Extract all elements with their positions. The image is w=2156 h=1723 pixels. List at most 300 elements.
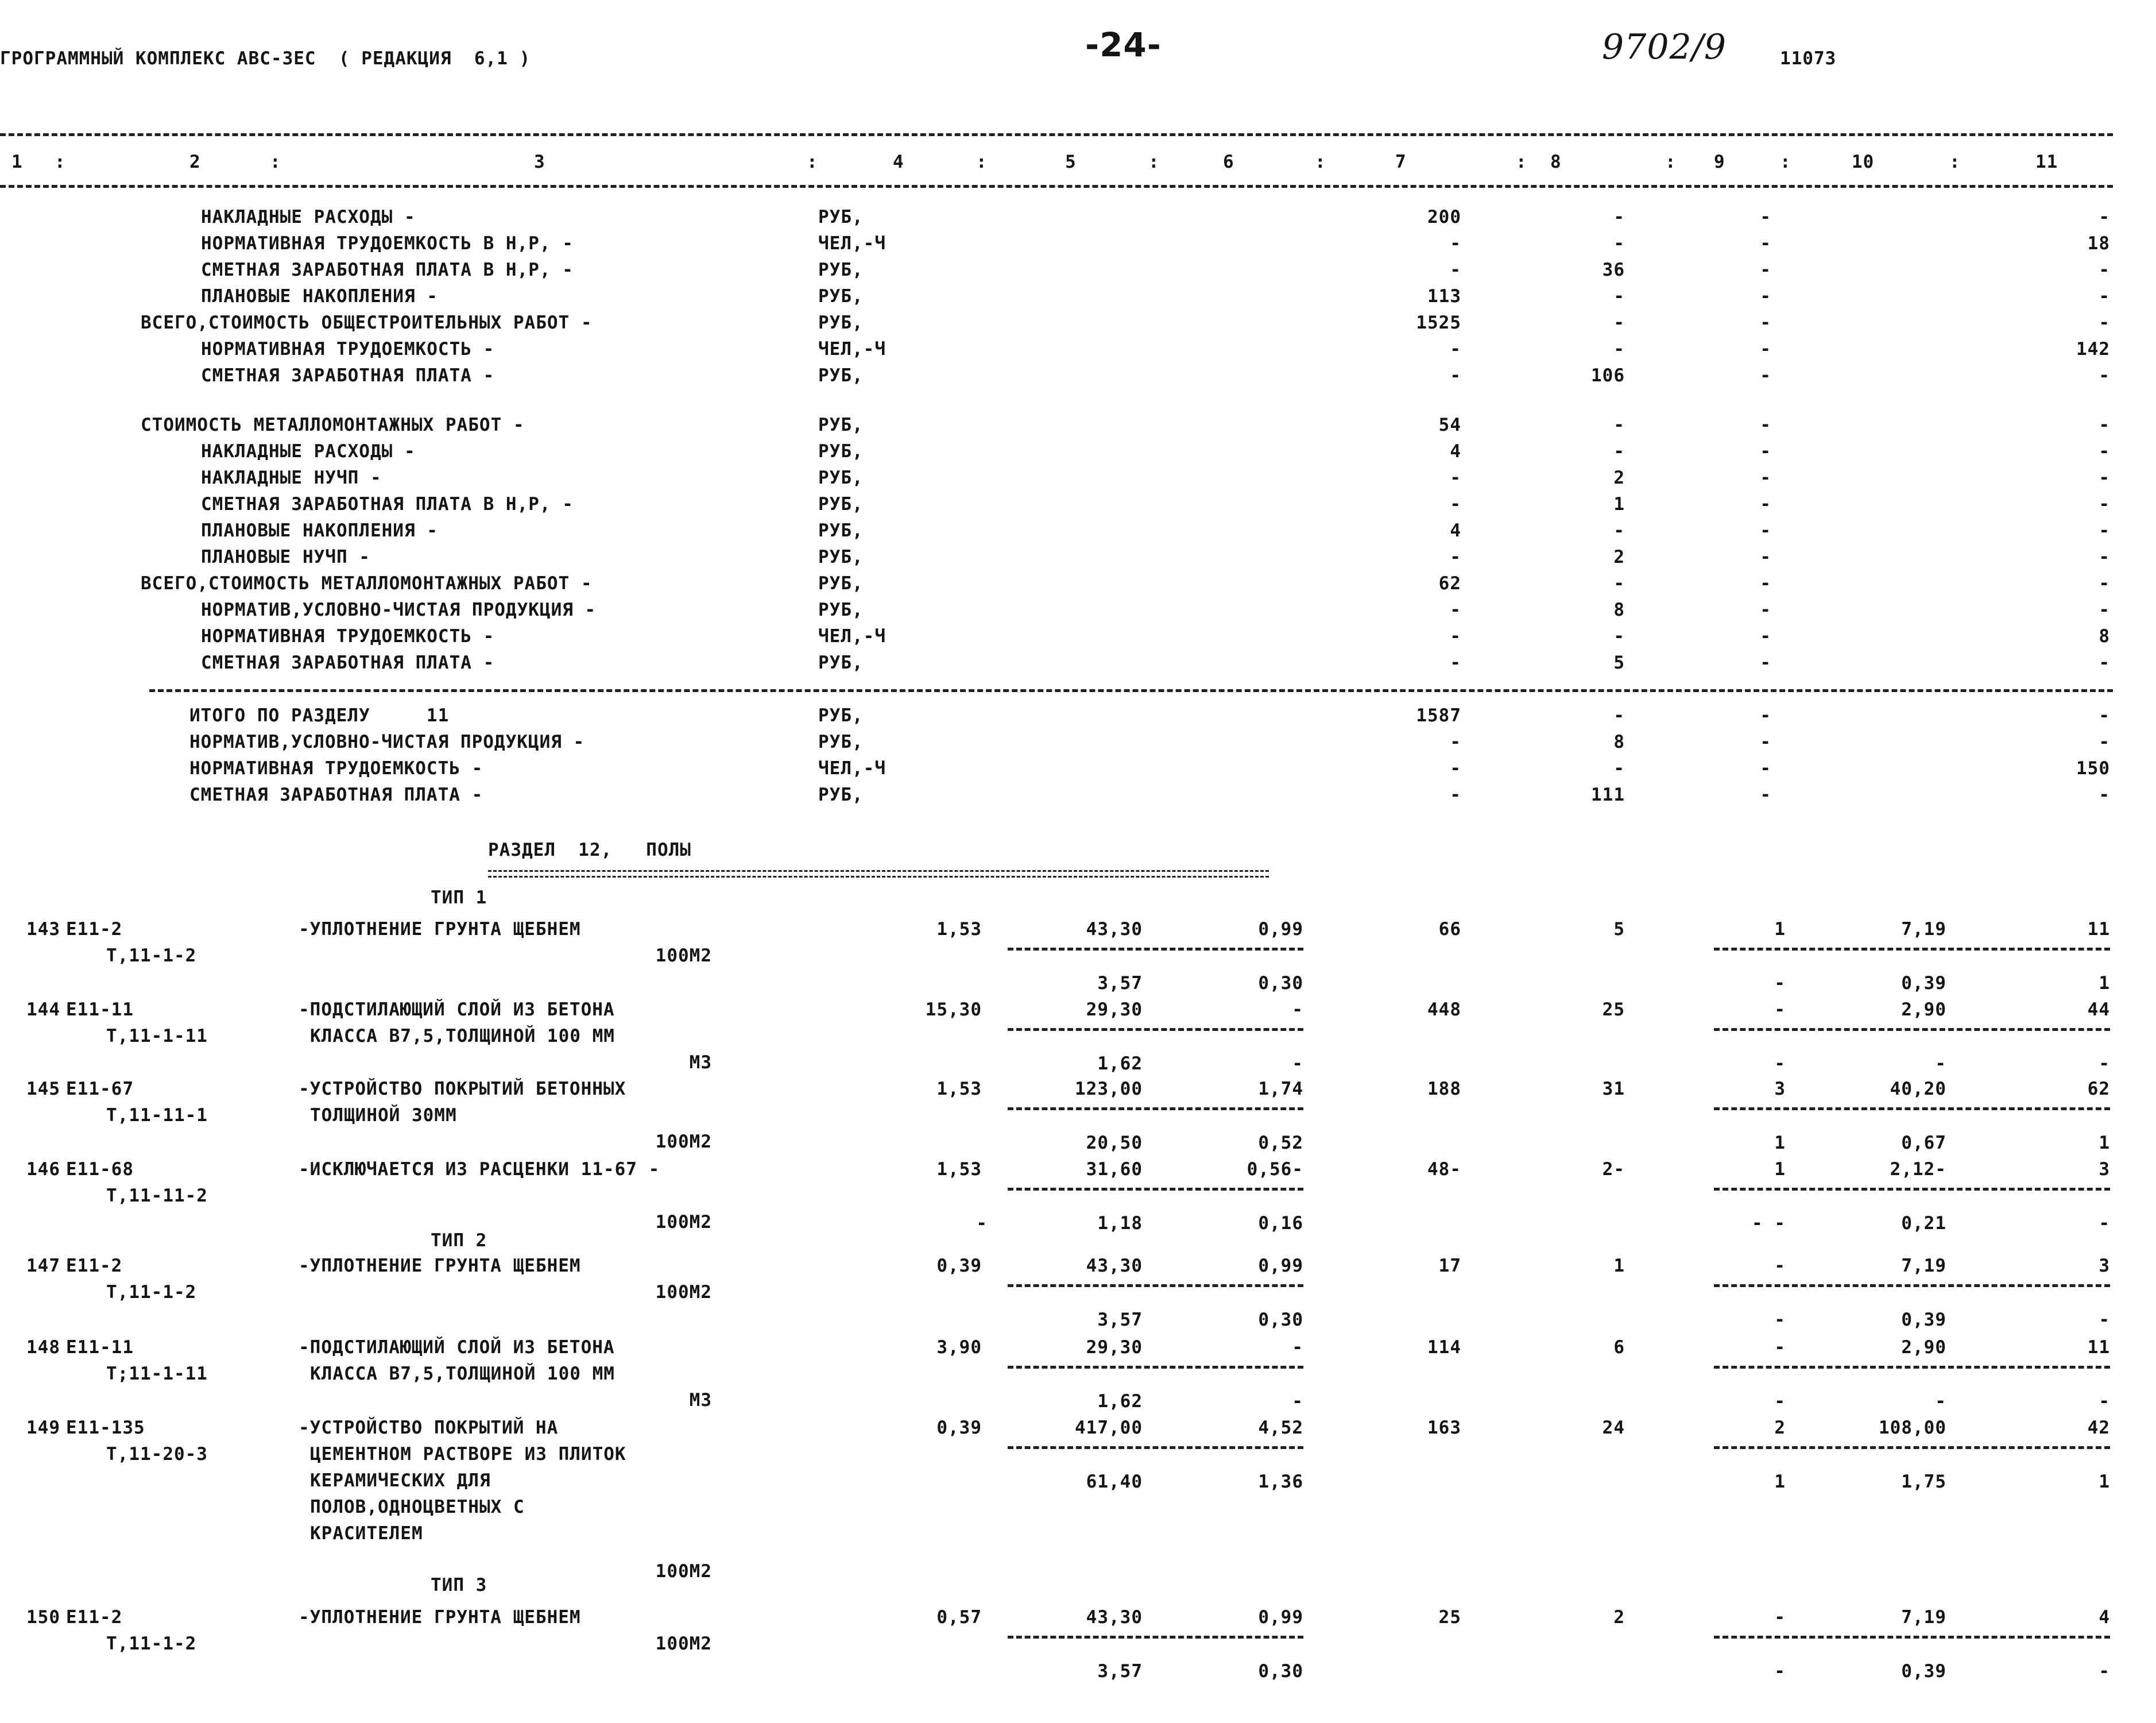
header-rule-top xyxy=(0,133,2113,136)
summary-row-label: НОРМАТИВНАЯ ТРУДОЕМКОСТЬ В Н,Р, - xyxy=(201,233,574,254)
section-title-underline xyxy=(488,870,1269,878)
summary-row-label: НАКЛАДНЫЕ НУЧП - xyxy=(201,468,382,488)
total-row-c9: - xyxy=(1760,705,1771,726)
column-header-4: 4 xyxy=(893,152,904,172)
column-separator: : xyxy=(270,152,281,172)
column-header-7: 7 xyxy=(1395,152,1407,172)
item-wages: 6 xyxy=(1613,1337,1625,1358)
column-header-2: 2 xyxy=(189,152,201,172)
summary-row-label: СМЕТНАЯ ЗАРАБОТНАЯ ПЛАТА В Н,Р, - xyxy=(201,260,574,280)
item-total-cost: 448 xyxy=(1427,999,1461,1020)
section-total-rule xyxy=(149,689,2113,692)
item-wages: 31 xyxy=(1602,1079,1625,1099)
item-mid-rule-right xyxy=(1714,1028,2110,1031)
item-c4-bottom: - xyxy=(976,1213,988,1234)
item-c9-bottom: 1 xyxy=(1774,1471,1786,1492)
summary-row-c11: - xyxy=(2099,600,2110,620)
summary-row-label: НОРМАТИВНАЯ ТРУДОЕМКОСТЬ - xyxy=(201,626,495,647)
summary-row-c11: - xyxy=(2099,547,2110,567)
summary-row-c7: - xyxy=(1450,494,1461,515)
item-machine-price: 0,99 xyxy=(1258,1255,1303,1276)
item-c11-top: 42 xyxy=(2087,1417,2110,1438)
item-unit-price: 123,00 xyxy=(1075,1079,1143,1099)
item-unit-wage: 1,62 xyxy=(1097,1391,1143,1412)
item-quantity: 15,30 xyxy=(925,999,982,1020)
item-c10-top: 2,90 xyxy=(1901,1337,1946,1358)
summary-row-unit: РУБ, xyxy=(818,260,864,280)
item-c9-top: - xyxy=(1774,1255,1786,1276)
item-number: 148 xyxy=(26,1337,60,1358)
summary-row-c9: - xyxy=(1760,441,1771,462)
item-c10-top: 2,90 xyxy=(1901,999,1946,1020)
total-row-unit: РУБ, xyxy=(818,732,864,752)
item-total-cost: 66 xyxy=(1438,919,1461,940)
total-row-unit: ЧЕЛ,-Ч xyxy=(818,758,886,779)
column-header-8: 8 xyxy=(1550,152,1562,172)
item-description: -УСТРОЙСТВО ПОКРЫТИЙ НА xyxy=(299,1417,559,1438)
item-code: Е11-2 xyxy=(66,919,123,940)
item-c11-top: 44 xyxy=(2087,999,2110,1020)
item-unit-price: 43,30 xyxy=(1086,919,1143,940)
summary-row-c11: - xyxy=(2099,652,2110,673)
summary-row-c8: - xyxy=(1613,233,1625,254)
item-code-reference: Т,11-11-2 xyxy=(106,1185,208,1206)
item-c10-top: 7,19 xyxy=(1901,1607,1946,1628)
item-c11-top: 62 xyxy=(2087,1079,2110,1099)
item-mid-rule-left xyxy=(1008,1028,1303,1031)
item-c11-top: 11 xyxy=(2087,1337,2110,1358)
item-machine-wage: 0,52 xyxy=(1258,1133,1303,1153)
item-code-reference: Т,11-1-2 xyxy=(106,1282,197,1303)
item-c11-bottom: 1 xyxy=(2099,973,2110,994)
item-wages: 24 xyxy=(1602,1417,1625,1438)
item-unit-price: 43,30 xyxy=(1086,1255,1143,1276)
item-unit-price: 29,30 xyxy=(1086,999,1143,1020)
column-header-1: 1 xyxy=(11,152,23,172)
item-number: 147 xyxy=(26,1255,60,1276)
item-mid-rule-left xyxy=(1008,1188,1303,1191)
item-machine-price: 0,99 xyxy=(1258,919,1303,940)
item-unit-price: 417,00 xyxy=(1075,1417,1143,1438)
item-machine-price: 0,56- xyxy=(1247,1159,1303,1180)
item-c11-bottom: - xyxy=(2099,1391,2110,1412)
summary-row-unit: РУБ, xyxy=(818,441,864,462)
item-c10-bottom: 0,39 xyxy=(1901,1661,1946,1682)
item-c9-bottom: - xyxy=(1774,1391,1786,1412)
item-unit-wage: 3,57 xyxy=(1097,1661,1143,1682)
summary-row-label: ПЛАНОВЫЕ НАКОПЛЕНИЯ - xyxy=(201,286,438,307)
document-code: 9702/9 xyxy=(1602,27,1727,67)
item-code-reference: Т,11-1-2 xyxy=(106,1633,197,1654)
summary-row-c9: - xyxy=(1760,494,1771,515)
item-c9-top: - xyxy=(1774,1607,1786,1628)
item-code: Е11-2 xyxy=(66,1607,123,1628)
item-mid-rule-right xyxy=(1714,1366,2110,1369)
item-description: -УСТРОЙСТВО ПОКРЫТИЙ БЕТОННЫХ xyxy=(299,1079,626,1099)
item-c9-bottom: - - xyxy=(1752,1213,1786,1234)
summary-row-c9: - xyxy=(1760,520,1771,541)
item-unit: 100М2 xyxy=(655,1282,712,1303)
summary-row-label: ПЛАНОВЫЕ НАКОПЛЕНИЯ - xyxy=(201,520,438,541)
item-c9-bottom: - xyxy=(1774,1053,1786,1074)
item-c11-bottom: - xyxy=(2099,1661,2110,1682)
summary-row-c9: - xyxy=(1760,260,1771,280)
summary-row-c7: 62 xyxy=(1438,573,1461,594)
item-wages: 2 xyxy=(1613,1607,1625,1628)
item-c10-bottom: 1,75 xyxy=(1901,1471,1946,1492)
summary-row-c7: - xyxy=(1450,233,1461,254)
item-total-cost: 114 xyxy=(1427,1337,1461,1358)
summary-row-c8: 2 xyxy=(1613,468,1625,488)
summary-row-label: СМЕТНАЯ ЗАРАБОТНАЯ ПЛАТА - xyxy=(201,652,495,673)
item-c9-bottom: - xyxy=(1774,1309,1786,1330)
total-row-c11: - xyxy=(2099,732,2110,752)
column-header-6: 6 xyxy=(1223,152,1234,172)
type-label-1: ТИП 1 xyxy=(431,887,487,908)
summary-row-c7: 113 xyxy=(1427,286,1461,307)
item-code: Е11-68 xyxy=(66,1159,134,1180)
summary-row-c9: - xyxy=(1760,339,1771,360)
summary-row-unit: РУБ, xyxy=(818,547,864,567)
item-unit-wage: 1,62 xyxy=(1097,1053,1143,1074)
summary-row-c7: - xyxy=(1450,547,1461,567)
item-c11-bottom: - xyxy=(2099,1213,2110,1234)
item-c11-top: 11 xyxy=(2087,919,2110,940)
item-mid-rule-right xyxy=(1714,1446,2110,1449)
item-c11-top: 4 xyxy=(2099,1607,2110,1628)
item-number: 149 xyxy=(26,1417,60,1438)
item-unit: М3 xyxy=(689,1052,712,1073)
summary-row-c9: - xyxy=(1760,547,1771,567)
item-quantity: 1,53 xyxy=(936,1159,982,1180)
total-row-c7: - xyxy=(1450,732,1461,752)
item-mid-rule-left xyxy=(1008,948,1303,951)
item-wages: 5 xyxy=(1613,919,1625,940)
column-separator: : xyxy=(1780,152,1791,172)
item-code: Е11-11 xyxy=(66,1337,134,1358)
item-c9-top: 1 xyxy=(1774,1159,1786,1180)
item-c10-top: 108,00 xyxy=(1879,1417,1946,1438)
item-description: ПОЛОВ,ОДНОЦВЕТНЫХ С xyxy=(310,1497,525,1517)
summary-row-label: СМЕТНАЯ ЗАРАБОТНАЯ ПЛАТА - xyxy=(201,365,495,386)
item-c9-bottom: 1 xyxy=(1774,1133,1786,1153)
item-code: Е11-135 xyxy=(66,1417,145,1438)
item-c10-top: 40,20 xyxy=(1890,1079,1946,1099)
summary-row-c11: - xyxy=(2099,494,2110,515)
summary-row-c11: - xyxy=(2099,415,2110,435)
item-mid-rule-left xyxy=(1008,1446,1303,1449)
summary-row-c8: 106 xyxy=(1591,365,1625,386)
item-c9-bottom: - xyxy=(1774,973,1786,994)
item-c10-top: 2,12- xyxy=(1890,1159,1946,1180)
summary-row-unit: РУБ, xyxy=(818,520,864,541)
summary-row-c9: - xyxy=(1760,600,1771,620)
item-quantity: 1,53 xyxy=(936,1079,982,1099)
item-c10-top: 7,19 xyxy=(1901,919,1946,940)
item-quantity: 0,57 xyxy=(936,1607,982,1628)
column-separator: : xyxy=(1516,152,1527,172)
summary-row-c9: - xyxy=(1760,573,1771,594)
item-c10-bottom: 0,39 xyxy=(1901,1309,1946,1330)
summary-row-c9: - xyxy=(1760,468,1771,488)
total-row-c9: - xyxy=(1760,785,1771,805)
item-c11-top: 3 xyxy=(2099,1159,2110,1180)
total-row-label: ИТОГО ПО РАЗДЕЛУ 11 xyxy=(189,705,450,726)
summary-row-c8: - xyxy=(1613,286,1625,307)
summary-row-c11: 8 xyxy=(2099,626,2110,647)
item-mid-rule-right xyxy=(1714,948,2110,951)
summary-row-c9: - xyxy=(1760,415,1771,435)
summary-row-unit: РУБ, xyxy=(818,600,864,620)
summary-row-unit: РУБ, xyxy=(818,468,864,488)
item-c10-bottom: 0,67 xyxy=(1901,1133,1946,1153)
item-machine-wage: 0,16 xyxy=(1258,1213,1303,1234)
item-description: -УПЛОТНЕНИЕ ГРУНТА ЩЕБНЕМ xyxy=(299,1255,581,1276)
total-row-c9: - xyxy=(1760,758,1771,779)
item-c9-top: 1 xyxy=(1774,919,1786,940)
summary-row-c11: - xyxy=(2099,441,2110,462)
item-description: КЕРАМИЧЕСКИХ ДЛЯ xyxy=(310,1470,491,1491)
summary-row-c7: 4 xyxy=(1450,441,1461,462)
item-c10-bottom: - xyxy=(1935,1391,1946,1412)
column-header-5: 5 xyxy=(1065,152,1077,172)
summary-row-c7: 200 xyxy=(1427,207,1461,227)
item-description: ТОЛЩИНОЙ 30ММ xyxy=(310,1105,457,1126)
summary-row-unit: РУБ, xyxy=(818,365,864,386)
item-unit: 100М2 xyxy=(655,1212,712,1233)
summary-row-label: НАКЛАДНЫЕ РАСХОДЫ - xyxy=(201,441,416,462)
total-row-c11: - xyxy=(2099,785,2110,805)
summary-row-unit: РУБ, xyxy=(818,207,864,227)
summary-row-c8: - xyxy=(1613,415,1625,435)
summary-row-c11: 142 xyxy=(2076,339,2110,360)
program-title: ГРОГРАММНЫЙ КОМПЛЕКС АВС-ЗЕС ( РЕДАКЦИЯ 6,1 ) xyxy=(0,48,531,69)
item-description: -УПЛОТНЕНИЕ ГРУНТА ЩЕБНЕМ xyxy=(299,1607,581,1628)
type-label-2: ТИП 2 xyxy=(431,1230,487,1251)
item-code-reference: Т,11-20-3 xyxy=(106,1444,208,1465)
summary-row-unit: РУБ, xyxy=(818,286,864,307)
item-unit-wage: 20,50 xyxy=(1086,1133,1143,1153)
item-unit-wage: 3,57 xyxy=(1097,1309,1143,1330)
item-unit: 100М2 xyxy=(655,945,712,966)
item-wages: 25 xyxy=(1602,999,1625,1020)
summary-row-c7: 54 xyxy=(1438,415,1461,435)
item-c10-bottom: - xyxy=(1935,1053,1946,1074)
item-description: -УПЛОТНЕНИЕ ГРУНТА ЩЕБНЕМ xyxy=(299,919,581,940)
item-unit: М3 xyxy=(689,1390,712,1411)
summary-row-unit: ЧЕЛ,-Ч xyxy=(818,626,886,647)
item-c10-bottom: 0,39 xyxy=(1901,973,1946,994)
summary-row-c8: - xyxy=(1613,520,1625,541)
summary-row-c8: 2 xyxy=(1613,547,1625,567)
summary-row-c7: - xyxy=(1450,468,1461,488)
total-row-c8: - xyxy=(1613,705,1625,726)
item-c9-top: 3 xyxy=(1774,1079,1786,1099)
item-mid-rule-left xyxy=(1008,1636,1303,1639)
summary-row-label: ВСЕГО,СТОИМОСТЬ МЕТАЛЛОМОНТАЖНЫХ РАБОТ - xyxy=(141,573,593,594)
item-description: КРАСИТЕЛЕМ xyxy=(310,1523,423,1544)
item-number: 146 xyxy=(26,1159,60,1180)
total-row-c9: - xyxy=(1760,732,1771,752)
summary-row-unit: РУБ, xyxy=(818,312,864,333)
summary-row-c8: 36 xyxy=(1602,260,1625,280)
summary-row-c8: - xyxy=(1613,312,1625,333)
item-mid-rule-left xyxy=(1008,1284,1303,1287)
summary-row-c8: 8 xyxy=(1613,600,1625,620)
summary-row-c11: - xyxy=(2099,207,2110,227)
total-row-label: НОРМАТИВ,УСЛОВНО-ЧИСТАЯ ПРОДУКЦИЯ - xyxy=(189,732,585,752)
header-rule-bottom xyxy=(0,185,2113,188)
item-unit-price: 29,30 xyxy=(1086,1337,1143,1358)
column-separator: : xyxy=(1949,152,1961,172)
summary-row-c7: - xyxy=(1450,260,1461,280)
column-header-11: 11 xyxy=(2035,152,2058,172)
item-machine-wage: - xyxy=(1292,1391,1303,1412)
summary-row-label: СТОИМОСТЬ МЕТАЛЛОМОНТАЖНЫХ РАБОТ - xyxy=(141,415,525,435)
column-separator: : xyxy=(55,152,66,172)
item-unit-price: 43,30 xyxy=(1086,1607,1143,1628)
item-total-cost: 163 xyxy=(1427,1417,1461,1438)
summary-row-c9: - xyxy=(1760,312,1771,333)
column-separator: : xyxy=(807,152,818,172)
item-c11-bottom: 1 xyxy=(2099,1471,2110,1492)
item-quantity: 0,39 xyxy=(936,1417,982,1438)
item-unit-wage: 3,57 xyxy=(1097,973,1143,994)
column-separator: : xyxy=(976,152,988,172)
item-unit: 100М2 xyxy=(655,1633,712,1654)
item-c11-bottom: 1 xyxy=(2099,1133,2110,1153)
summary-row-c7: - xyxy=(1450,600,1461,620)
item-machine-price: - xyxy=(1292,999,1303,1020)
total-row-c11: 150 xyxy=(2076,758,2110,779)
summary-row-c9: - xyxy=(1760,652,1771,673)
item-unit-wage: 1,18 xyxy=(1097,1213,1143,1234)
section-title: РАЗДЕЛ 12, ПОЛЫ xyxy=(488,840,691,860)
item-c11-bottom: - xyxy=(2099,1309,2110,1330)
column-separator: : xyxy=(1148,152,1160,172)
summary-row-c8: - xyxy=(1613,207,1625,227)
total-row-unit: РУБ, xyxy=(818,785,864,805)
item-quantity: 0,39 xyxy=(936,1255,982,1276)
item-machine-price: 0,99 xyxy=(1258,1607,1303,1628)
page-number: -24- xyxy=(1085,25,1162,64)
item-number: 145 xyxy=(26,1079,60,1099)
summary-row-c8: - xyxy=(1613,339,1625,360)
total-row-c7: 1587 xyxy=(1416,705,1461,726)
summary-row-c11: - xyxy=(2099,573,2110,594)
summary-row-c9: - xyxy=(1760,626,1771,647)
column-header-10: 10 xyxy=(1852,152,1875,172)
item-code-reference: Т;11-1-11 xyxy=(106,1363,208,1384)
item-unit: 100М2 xyxy=(655,1131,712,1152)
item-c11-top: 3 xyxy=(2099,1255,2110,1276)
total-row-c7: - xyxy=(1450,758,1461,779)
summary-row-c7: - xyxy=(1450,339,1461,360)
type-label-3: ТИП 3 xyxy=(431,1575,487,1595)
item-description: КЛАССА В7,5,ТОЛЩИНОЙ 100 ММ xyxy=(310,1363,615,1384)
item-c11-bottom: - xyxy=(2099,1053,2110,1074)
column-header-3: 3 xyxy=(534,152,545,172)
item-total-cost: 25 xyxy=(1438,1607,1461,1628)
summary-row-c11: 18 xyxy=(2087,233,2110,254)
item-total-cost: 48- xyxy=(1427,1159,1461,1180)
item-description: ЦЕМЕНТНОМ РАСТВОРЕ ИЗ ПЛИТОК xyxy=(310,1444,626,1465)
item-c10-bottom: 0,21 xyxy=(1901,1213,1946,1234)
summary-row-label: СМЕТНАЯ ЗАРАБОТНАЯ ПЛАТА В Н,Р, - xyxy=(201,494,574,515)
item-machine-price: - xyxy=(1292,1337,1303,1358)
total-row-c8: - xyxy=(1613,758,1625,779)
item-c10-top: 7,19 xyxy=(1901,1255,1946,1276)
item-machine-wage: 0,30 xyxy=(1258,1309,1303,1330)
summary-row-c11: - xyxy=(2099,286,2110,307)
summary-row-c9: - xyxy=(1760,286,1771,307)
summary-row-label: ВСЕГО,СТОИМОСТЬ ОБЩЕСТРОИТЕЛЬНЫХ РАБОТ - xyxy=(141,312,593,333)
item-machine-price: 1,74 xyxy=(1258,1079,1303,1099)
item-number: 143 xyxy=(26,919,60,940)
item-mid-rule-left xyxy=(1008,1366,1303,1369)
item-quantity: 3,90 xyxy=(936,1337,982,1358)
summary-row-c9: - xyxy=(1760,365,1771,386)
total-row-label: СМЕТНАЯ ЗАРАБОТНАЯ ПЛАТА - xyxy=(189,785,483,805)
total-row-c11: - xyxy=(2099,705,2110,726)
total-row-unit: РУБ, xyxy=(818,705,864,726)
summary-row-c11: - xyxy=(2099,365,2110,386)
summary-row-c11: - xyxy=(2099,468,2110,488)
summary-row-c7: - xyxy=(1450,626,1461,647)
item-c9-top: - xyxy=(1774,999,1786,1020)
item-c9-top: 2 xyxy=(1774,1417,1786,1438)
summary-row-c7: - xyxy=(1450,652,1461,673)
summary-row-label: НОРМАТИВ,УСЛОВНО-ЧИСТАЯ ПРОДУКЦИЯ - xyxy=(201,600,597,620)
item-description: -ПОДСТИЛАЮЩИЙ СЛОЙ ИЗ БЕТОНА xyxy=(299,1337,615,1358)
summary-row-label: НАКЛАДНЫЕ РАСХОДЫ - xyxy=(201,207,416,227)
item-code-reference: Т,11-11-1 xyxy=(106,1105,208,1126)
summary-row-label: ПЛАНОВЫЕ НУЧП - xyxy=(201,547,370,567)
summary-row-unit: ЧЕЛ,-Ч xyxy=(818,339,886,360)
summary-row-c9: - xyxy=(1760,233,1771,254)
column-separator: : xyxy=(1315,152,1326,172)
summary-row-c11: - xyxy=(2099,312,2110,333)
item-machine-wage: - xyxy=(1292,1053,1303,1074)
item-code-reference: Т,11-1-11 xyxy=(106,1026,208,1046)
item-mid-rule-right xyxy=(1714,1636,2110,1639)
total-row-c8: 8 xyxy=(1613,732,1625,752)
summary-row-c8: 5 xyxy=(1613,652,1625,673)
summary-row-c7: 1525 xyxy=(1416,312,1461,333)
summary-row-label: НОРМАТИВНАЯ ТРУДОЕМКОСТЬ - xyxy=(201,339,495,360)
total-row-c7: - xyxy=(1450,785,1461,805)
item-quantity: 1,53 xyxy=(936,919,982,940)
column-header-9: 9 xyxy=(1714,152,1725,172)
item-number: 144 xyxy=(26,999,60,1020)
item-number: 150 xyxy=(26,1607,60,1628)
item-machine-wage: 0,30 xyxy=(1258,973,1303,994)
item-mid-rule-left xyxy=(1008,1107,1303,1110)
summary-row-unit: РУБ, xyxy=(818,494,864,515)
item-machine-wage: 1,36 xyxy=(1258,1471,1303,1492)
item-code: Е11-11 xyxy=(66,999,134,1020)
item-wages: 1 xyxy=(1613,1255,1625,1276)
total-row-label: НОРМАТИВНАЯ ТРУДОЕМКОСТЬ - xyxy=(189,758,483,779)
summary-row-c8: - xyxy=(1613,626,1625,647)
item-code: Е11-67 xyxy=(66,1079,134,1099)
summary-row-c9: - xyxy=(1760,207,1771,227)
document-number: 11073 xyxy=(1780,48,1837,69)
column-separator: : xyxy=(1665,152,1677,172)
summary-row-c11: - xyxy=(2099,520,2110,541)
item-unit-price: 31,60 xyxy=(1086,1159,1143,1180)
item-c9-top: - xyxy=(1774,1337,1786,1358)
